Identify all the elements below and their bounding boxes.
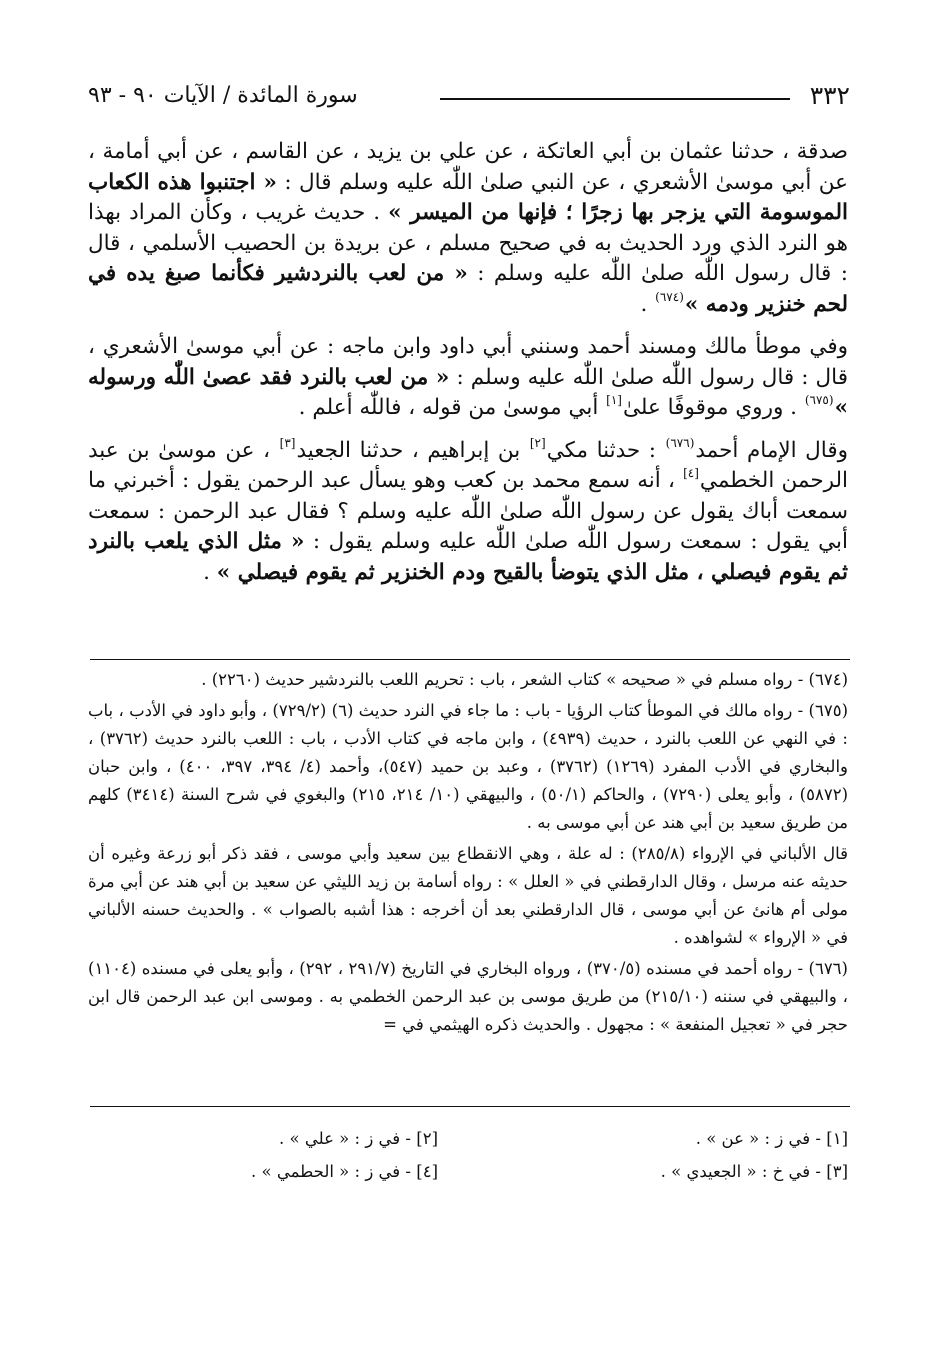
- hadith-quote: « اجتنبوا هذه الكعاب الموسومة التي يزجر بها زجرًا ؛ فإنها من الميسر »: [88, 169, 849, 225]
- paragraph-1: [88, 137, 848, 320]
- text-run: وقال الإمام أحمد: [695, 437, 849, 463]
- footnote-675: (٦٧٥) - رواه مالك في الموطأ كتاب الرؤيا - باب : ما جاء في النرد حديث (٦) (٧٢٩/٢) ، وأبو داود في الأدب ، باب : في النهي عن اللعب بالنرد ، حديث (٤٩٣٩) ، وابن ماجه في كتاب الأدب ، باب : اللعب بالنرد حديث (٣٧٦٢) ، والبخاري في الأدب المفرد (١٢٦٩) (٣٧٦٢) ، وعبد بن حميد (٥٤٧)، وأحمد (٤/ ٣٩٤، ٣٩٧، ٤٠٠) ، وابن حبان (٥٨٧٢) ، وأبو يعلى (٧٢٩٠) ، والحاكم (٥٠/١) ، والبيهقي (١٠/ ٢١٤، ٢١٥) والبغوي في شرح السنة (٣٤١٤) كلهم من طريق سعيد بن أبي هند عن أبي موسى به .: [88, 701, 848, 832]
- variant-2: [٢] - في ز : « علي » .: [279, 1129, 438, 1148]
- footnote-divider: [90, 659, 850, 660]
- footnotes: [88, 666, 848, 1039]
- text-run: ، عن موسىٰ بن عبد الرحمن الخطمي: [88, 437, 848, 493]
- text-run: : حدثنا مكي: [546, 437, 665, 463]
- variant-3: [٣] - في خ : « الجعيدي » .: [660, 1162, 848, 1181]
- footnote-675-comment: قال الألباني في الإرواء (٢٨٥/٨) : له علة ، وهي الانقطاع بين سعيد وأبي موسى ، فقد ذكر أبو زرعة وغيره أن حديثه عنه مرسل ، وقال الدارقطني في « العلل » : رواه أسامة بن زيد الليثي عن سعيد بن أبي هند عن أبي مرة مولى أم هانئ عن أبي موسى ، قال الدارقطني بعد أن أخرجه : هذا أشبه بالصواب » . والحديث حسنه الألباني في « الإرواء » لشواهده .: [88, 844, 848, 947]
- main-text: [88, 137, 848, 588]
- footnote-ref[interactable]: (٦٧٦): [665, 435, 695, 450]
- footnote-674: (٦٧٤) - رواه مسلم في « صحيحه » كتاب الشعر ، باب : تحريم اللعب بالنردشير حديث (٢٢٦٠) .: [201, 670, 848, 689]
- variant-4: [٤] - في ز : « الحطمي » .: [251, 1162, 438, 1181]
- text-run: وفي موطأ مالك ومسند أحمد وسنني أبي داود وابن ماجه : عن أبي موسىٰ الأشعري ، قال : قال رسول اللّٰه صلىٰ اللّٰه عليه وسلم :: [88, 334, 848, 390]
- paragraph-3: [88, 436, 848, 589]
- footnote-676: (٦٧٦) - رواه أحمد في مسنده (٣٧٠/٥) ، ورواه البخاري في التاريخ (٢٩١/٧ ، ٢٩٢) ، وأبو يعلى في مسنده (١١٠٤) ، والبيهقي في سننه (٢١٥/١٠) من طريق موسى بن عبد الرحمن الخطمي به . وموسى ابن عبد الرحمن قال ابن حجر في « تعجيل المنفعة » : مجهول . والحديث ذكره الهيثمي في =: [88, 959, 848, 1034]
- text-run: ، أنه سمع محمد بن كعب وهو يسأل عبد الرحمن يقول : أخبرني ما سمعت أباك يقول عن رسول اللّٰه صلىٰ اللّٰه عليه وسلم ؟ فقال عبد الرحمن : سمعت أبي يقول : سمعت رسول اللّٰه صلىٰ اللّٰه عليه وسلم يقول :: [88, 468, 848, 554]
- paragraph-2: [88, 332, 848, 424]
- hadith-quote: « مثل الذي يلعب بالنرد ثم يقوم فيصلي ، مثل الذي يتوضأ بالقيح ودم الخنزير ثم يقوم فيصلي »: [88, 529, 848, 585]
- variants-divider: [90, 1106, 850, 1107]
- text-run: . وروي موقوفًا علىٰ: [622, 395, 804, 420]
- hadith-quote: « من لعب بالنرد فقد عصىٰ اللّٰه ورسوله »: [88, 364, 848, 420]
- variant-ref[interactable]: [١]: [606, 393, 622, 407]
- variant-ref[interactable]: [٢]: [529, 435, 546, 450]
- variant-ref[interactable]: [٣]: [279, 435, 296, 450]
- hadith-quote: « من لعب بالنردشير فكأنما صبغ يده في لحم خنزير ودمه »: [88, 261, 848, 317]
- text-run: . حديث غريب ، وكأن المراد بهذا هو النرد الذي ورد الحديث به في صحيح مسلم ، عن بريدة بن الحصيب الأسلمي ، قال : قال رسول اللّٰه صلىٰ اللّٰه عليه وسلم :: [88, 200, 848, 286]
- variant-ref[interactable]: [٤]: [683, 466, 699, 480]
- text-run: .: [640, 291, 655, 317]
- text-run: صدقة ، حدثنا عثمان بن أبي العاتكة ، عن علي بن يزيد ، عن القاسم ، عن أبي أمامة ، عن أبي موسىٰ الأشعري ، عن النبي صلىٰ اللّٰه عليه وسلم قال :: [88, 139, 848, 195]
- page-number: ٣٣٢: [809, 81, 850, 110]
- manuscript-variants: [88, 1122, 848, 1192]
- text-run: أبي موسىٰ من قوله ، فاللّٰه أعلم .: [298, 395, 606, 420]
- text-run: .: [203, 559, 217, 585]
- footnote-ref[interactable]: (٦٧٤): [655, 289, 684, 304]
- footnote-ref[interactable]: (٦٧٥): [804, 393, 834, 407]
- chapter-title: سورة المائدة / الآيات ٩٠ - ٩٣: [88, 83, 358, 108]
- text-run: بن إبراهيم ، حدثنا الجعيد: [296, 437, 529, 463]
- variant-1: [١] - في ز : « عن » .: [695, 1129, 848, 1148]
- header-rule: [440, 98, 790, 100]
- page-header: [88, 78, 850, 114]
